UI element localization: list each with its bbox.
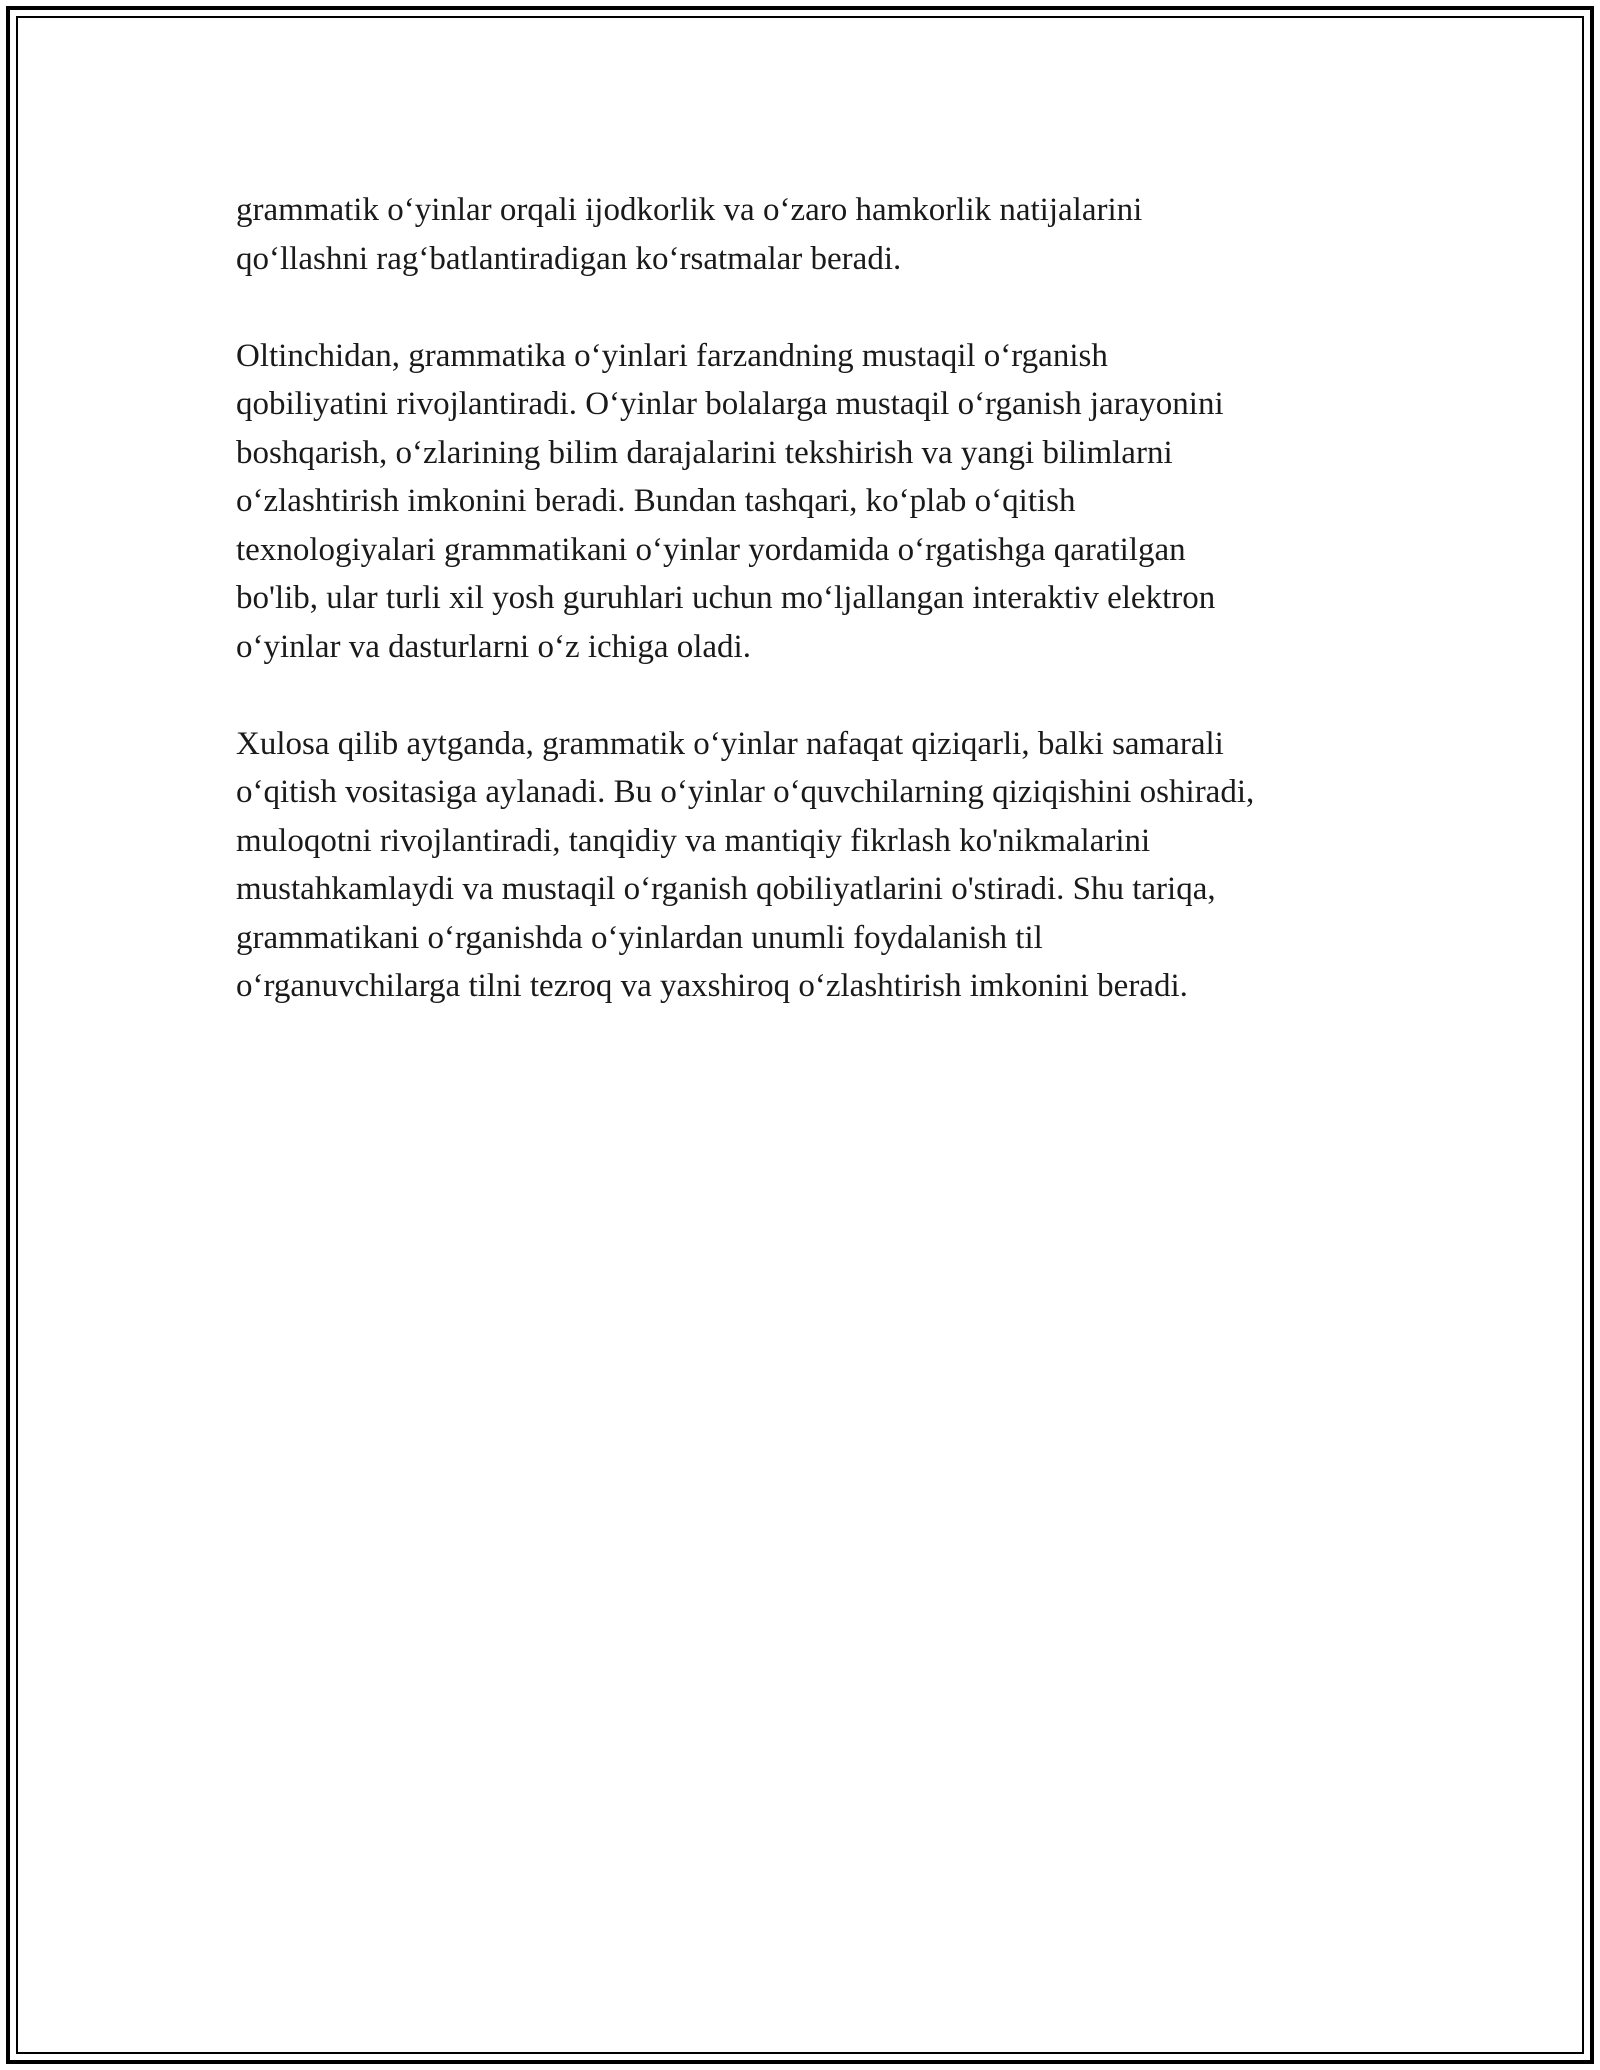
paragraph-conclusion: Xulosa qilib aytganda, grammatik o‘yinlar nafaqat qiziqarli, balki samarali o‘qitish vositasiga aylanadi. Bu o‘yinlar o‘quvchilarning qiziqishini oshiradi, muloqotni rivojlantiradi, tanqidiy va mantiqiy fikrlash ko'nikmalarini mustahkamlaydi va mustaqil o‘rganish qobiliyatlarini o'stiradi. Shu tariqa, grammatikani o‘rganishda o‘yinlardan unumli foydalanish til o‘rganuvchilarga tilni tezroq va yaxshiroq o‘zlashtirish imkonini beradi. <box>236 725 1255 1004</box>
document-body <box>236 186 1396 1059</box>
paragraph-sixth-point: Oltinchidan, grammatika o‘yinlari farzandning mustaqil o‘rganish qobiliyatini rivojlantiradi. O‘yinlar bolalarga mustaqil o‘rganish jarayonini boshqarish, o‘zlarining bilim darajalarini tekshirish va yangi bilimlarni o‘zlashtirish imkonini beradi. Bundan tashqari, ko‘plab o‘qitish texnologiyalari grammatikani o‘yinlar yordamida o‘rgatishga qaratilgan bo'lib, ular turli xil yosh guruhlari uchun mo‘ljallangan interaktiv elektron o‘yinlar va dasturlarni o‘z ichiga oladi. <box>236 337 1224 665</box>
paragraph-continuation: grammatik o‘yinlar orqali ijodkorlik va o‘zaro hamkorlik natijalarini qo‘llashni rag‘batlantiradigan ko‘rsatmalar beradi. <box>236 192 1143 277</box>
